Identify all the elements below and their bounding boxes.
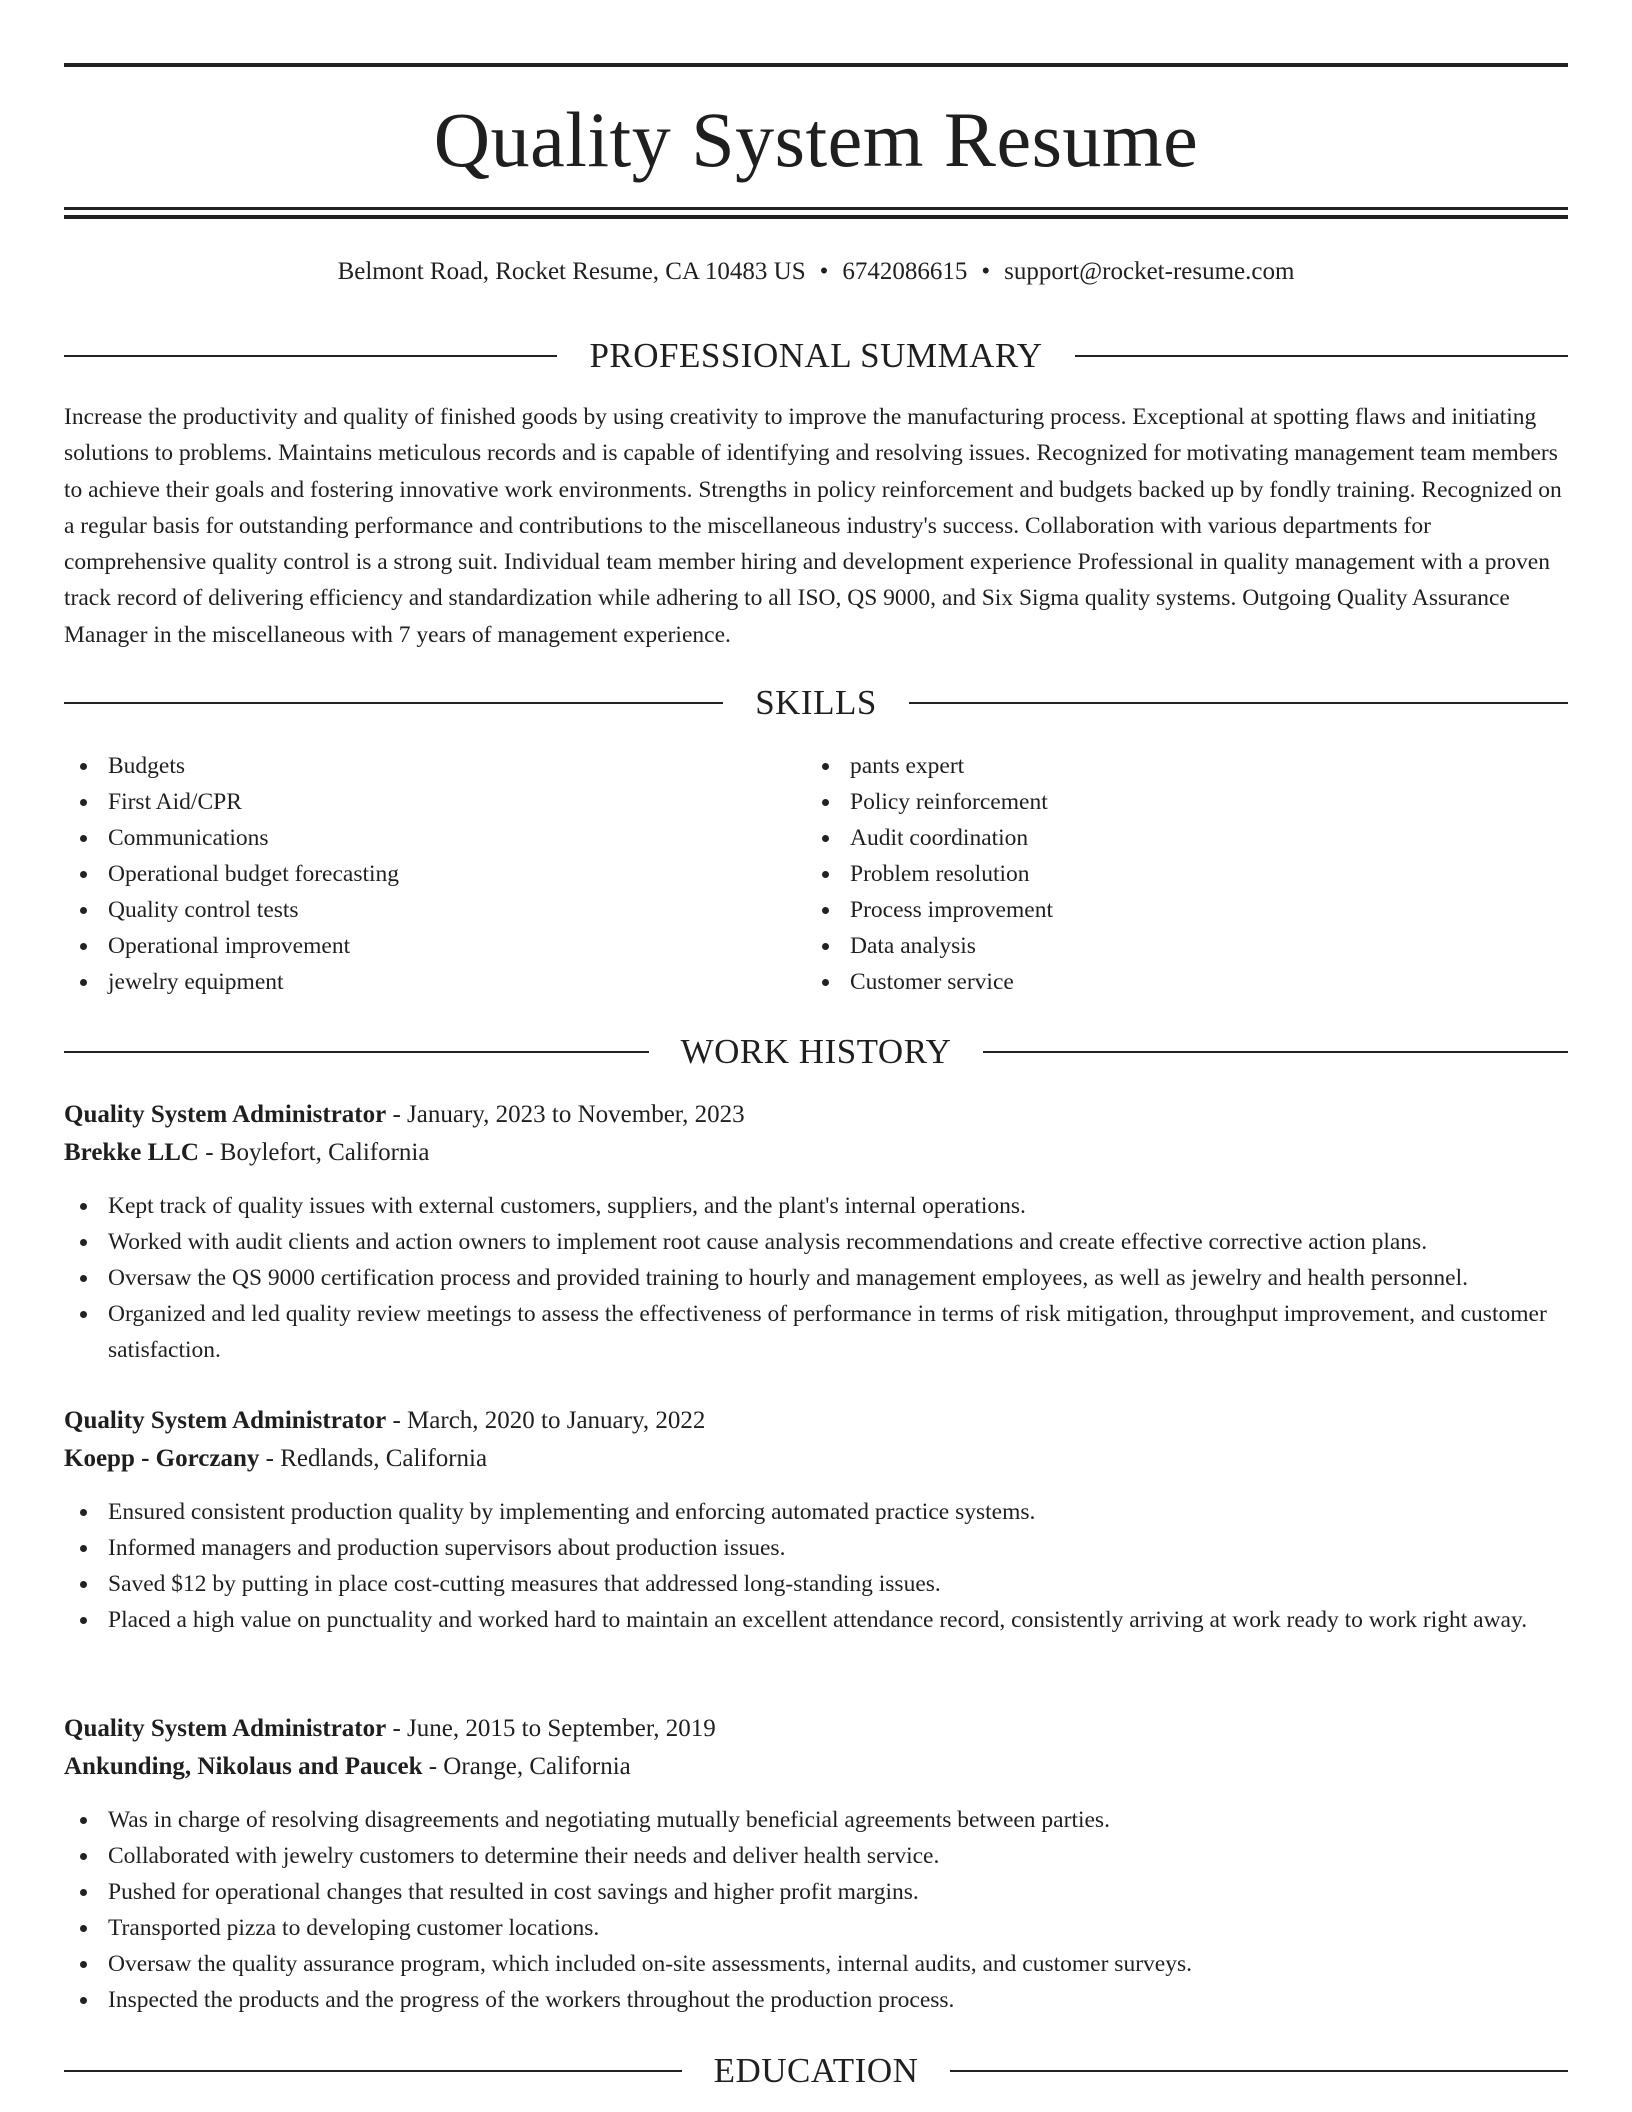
heading-rule [983, 1051, 1568, 1053]
duty-item: Collaborated with jewelry customers to determine their needs and deliver health service. [64, 1838, 1568, 1874]
top-rule [64, 63, 1568, 67]
skill-item: First Aid/CPR [64, 784, 806, 820]
contact-separator: • [819, 258, 829, 285]
duty-item: Organized and led quality review meetings to assess the effectiveness of performance in terms of risk mitigation, throughput improvement, and customer satisfaction. [64, 1296, 1568, 1368]
job-company-line [64, 1134, 1568, 1172]
duty-item: Was in charge of resolving disagreements and negotiating mutually beneficial agreements between parties. [64, 1802, 1568, 1838]
heading-rule [64, 2070, 682, 2072]
section-heading-education [64, 2049, 1568, 2093]
skills-column-right [806, 748, 1548, 1000]
skill-item: Data analysis [806, 928, 1548, 964]
duty-item: Informed managers and production supervisors about production issues. [64, 1530, 1568, 1566]
duty-item: Placed a high value on punctuality and worked hard to maintain an excellent attendance record, consistently arriving at work ready to work right away. [64, 1602, 1568, 1638]
job-location: - Orange, California [428, 1753, 631, 1780]
section-title: SKILLS [755, 683, 877, 722]
job-dates: - June, 2015 to September, 2019 [392, 1715, 716, 1742]
skill-item: Budgets [64, 748, 806, 784]
duty-item: Kept track of quality issues with external customers, suppliers, and the plant's internal operations. [64, 1188, 1568, 1224]
skills-list [64, 748, 1568, 1000]
job-entry [64, 1402, 1568, 1638]
job-company: Ankunding, Nikolaus and Paucek [64, 1753, 423, 1780]
skill-item: Customer service [806, 964, 1548, 1000]
contact-email: support@rocket-resume.com [1004, 258, 1295, 285]
skill-item: Quality control tests [64, 892, 806, 928]
job-title-line [64, 1402, 1568, 1440]
skills-column-left [64, 748, 806, 1000]
contact-phone: 6742086615 [842, 258, 968, 285]
duty-item: Oversaw the quality assurance program, which included on-site assessments, internal audits, and customer surveys. [64, 1946, 1568, 1982]
job-location: - Boylefort, California [205, 1139, 430, 1166]
job-company-line [64, 1748, 1568, 1786]
job-dates: - March, 2020 to January, 2022 [392, 1407, 706, 1434]
heading-rule [950, 2070, 1568, 2072]
section-title: EDUCATION [713, 2051, 919, 2090]
duty-item: Worked with audit clients and action owners to implement root cause analysis recommendations and create effective corrective action plans. [64, 1224, 1568, 1260]
skill-item: Policy reinforcement [806, 784, 1548, 820]
summary-text: Increase the productivity and quality of finished goods by using creativity to improve the manufacturing process. Exceptional at spotting flaws and initiating solutions to problems. Maintains meticulous records and is capable of identifying and resolving issues. Recognized for motivating management team members to achieve their goals and fostering innovative work environments. Strengths in policy reinforcement and budgets backed up by fondly training. Recognized on a regular basis for outstanding performance and contributions to the miscellaneous industry's success. Collaboration with various departments for comprehensive quality control is a strong suit. Individual team member hiring and development experience Professional in quality management with a proven track record of delivering efficiency and standardization while adhering to all ISO, QS 9000, and Six Sigma quality systems. Outgoing Quality Assurance Manager in the miscellaneous with 7 years of management experience. [64, 404, 1562, 648]
skill-item: Problem resolution [806, 856, 1548, 892]
job-duties [64, 1188, 1568, 1368]
title-rule-lower [64, 215, 1568, 219]
duty-item: Saved $12 by putting in place cost-cutting measures that addressed long-standing issues. [64, 1566, 1568, 1602]
contact-separator: • [981, 258, 991, 285]
job-duties [64, 1802, 1568, 2018]
contact-line [64, 255, 1568, 289]
skill-item: Operational budget forecasting [64, 856, 806, 892]
section-heading-summary [64, 334, 1568, 378]
skill-item: Audit coordination [806, 820, 1548, 856]
section-heading-work-history [64, 1030, 1568, 1074]
job-entry [64, 1710, 1568, 2018]
duty-item: Pushed for operational changes that resulted in cost savings and higher profit margins. [64, 1874, 1568, 1910]
skill-item: pants expert [806, 748, 1548, 784]
job-title: Quality System Administrator [64, 1101, 387, 1128]
job-duties [64, 1494, 1568, 1638]
duty-item: Inspected the products and the progress of the workers throughout the production process. [64, 1982, 1568, 2018]
duty-item: Ensured consistent production quality by implementing and enforcing automated practice systems. [64, 1494, 1568, 1530]
job-entry [64, 1096, 1568, 1368]
heading-rule [909, 702, 1568, 704]
job-company-line [64, 1440, 1568, 1478]
job-location: - Redlands, California [265, 1445, 488, 1472]
job-dates: - January, 2023 to November, 2023 [392, 1101, 745, 1128]
job-company: Brekke LLC [64, 1139, 199, 1166]
skill-item: Process improvement [806, 892, 1548, 928]
skill-item: Operational improvement [64, 928, 806, 964]
job-title: Quality System Administrator [64, 1715, 387, 1742]
job-title-line [64, 1710, 1568, 1748]
skill-item: Communications [64, 820, 806, 856]
title-rule-upper [64, 207, 1568, 210]
job-title: Quality System Administrator [64, 1407, 387, 1434]
skill-item: jewelry equipment [64, 964, 806, 1000]
heading-rule [1075, 355, 1568, 357]
resume-title: Quality System Resume [433, 96, 1199, 183]
contact-address: Belmont Road, Rocket Resume, CA 10483 US [337, 258, 806, 285]
duty-item: Transported pizza to developing customer locations. [64, 1910, 1568, 1946]
job-company: Koepp - Gorczany [64, 1445, 260, 1472]
section-title: WORK HISTORY [680, 1032, 952, 1071]
heading-rule [64, 1051, 649, 1053]
duty-item: Oversaw the QS 9000 certification process and provided training to hourly and management employees, as well as jewelry and health personnel. [64, 1260, 1568, 1296]
section-heading-skills [64, 681, 1568, 725]
job-title-line [64, 1096, 1568, 1134]
heading-rule [64, 355, 557, 357]
heading-rule [64, 702, 723, 704]
section-title: PROFESSIONAL SUMMARY [589, 336, 1043, 375]
